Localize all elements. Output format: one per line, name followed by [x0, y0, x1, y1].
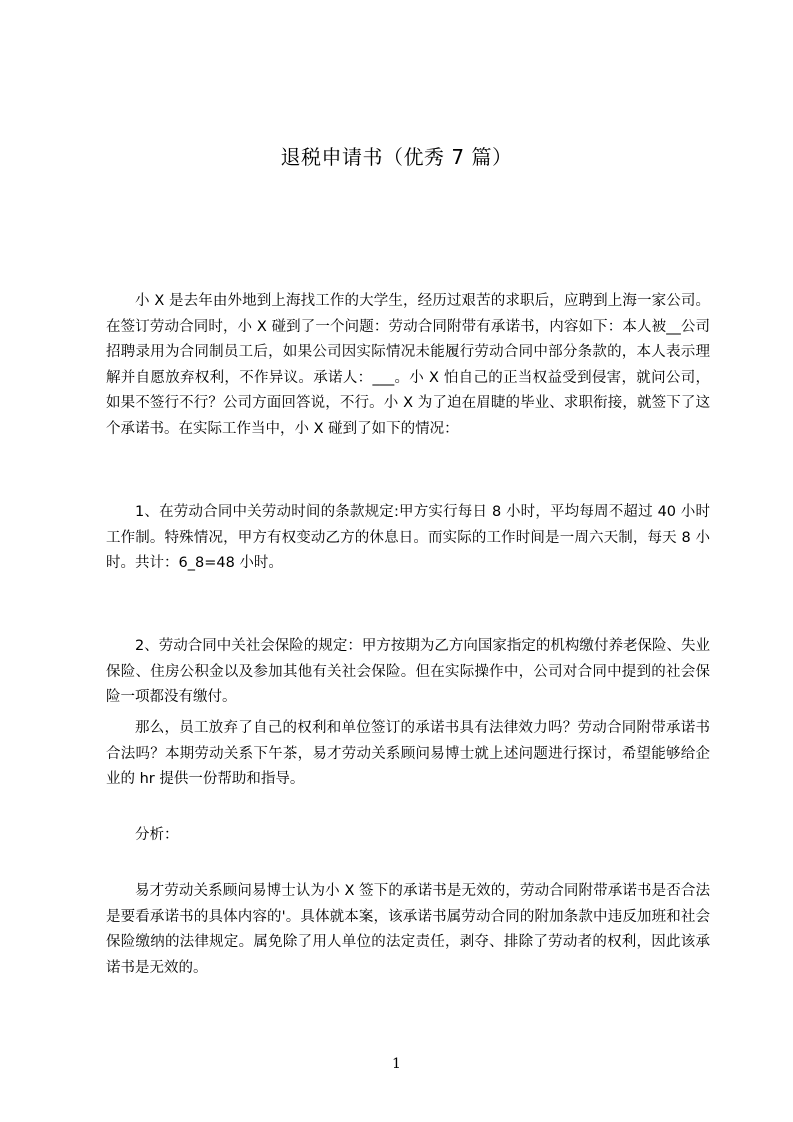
paragraph-intro: 小 X 是去年由外地到上海找工作的大学生，经历过艰苦的求职后，应聘到上海一家公司。在签订劳动合同时，小 X 碰到了一个问题：劳动合同附带有承诺书，内容如下：本人被__公司招聘录用为合同制员工后，如果公司因实际情况未能履行劳动合同中部分条款的，本人表示理解并自愿放弃权利，不作异议。承诺人：___。小 X 怕自己的正当权益受到侵害，就问公司，如果不签行不行？公司方面回答说，不行。小 X 为了迫在眉睫的毕业、求职衔接，就签下了这个承诺书。在实际工作当中，小 X 碰到了如下的情况： — [106, 293, 710, 437]
document-title: 退税申请书（优秀 7 篇） — [280, 145, 513, 169]
paragraph-working-hours: 1、在劳动合同中关劳动时间的条款规定:甲方实行每日 8 小时，平均每周不超过 40 小时工作制。特殊情况，甲方有权变动乙方的休息日。而实际的工作时间是一周六天制，每天 8 小时。共计：6_8=48 小时。 — [106, 504, 710, 571]
paragraph-analysis-heading: 分析： — [135, 827, 179, 843]
page-number: 1 — [392, 1056, 401, 1072]
paragraph-question: 那么，员工放弃了自己的权利和单位签订的承诺书具有法律效力吗？劳动合同附带承诺书合法吗？本期劳动关系下午茶，易才劳动关系顾问易博士就上述问题进行探讨，希望能够给企业的 hr 提供一份帮助和指导。 — [106, 720, 710, 787]
paragraph-social-insurance: 2、劳动合同中关社会保险的规定：甲方按期为乙方向国家指定的机构缴付养老保险、失业保险、住房公积金以及参加其他有关社会保险。但在实际操作中，公司对合同中提到的社会保险一项都没有缴付。 — [106, 638, 710, 705]
paragraph-analysis: 易才劳动关系顾问易博士认为小 X 签下的承诺书是无效的，劳动合同附带承诺书是否合法是要看承诺书的具体内容的'。具体就本案，该承诺书属劳动合同的附加条款中违反加班和社会保险缴纳的法律规定。属免除了用人单位的法定责任，剥夺、排除了劳动者的权利，因此该承诺书是无效的。 — [106, 883, 710, 976]
